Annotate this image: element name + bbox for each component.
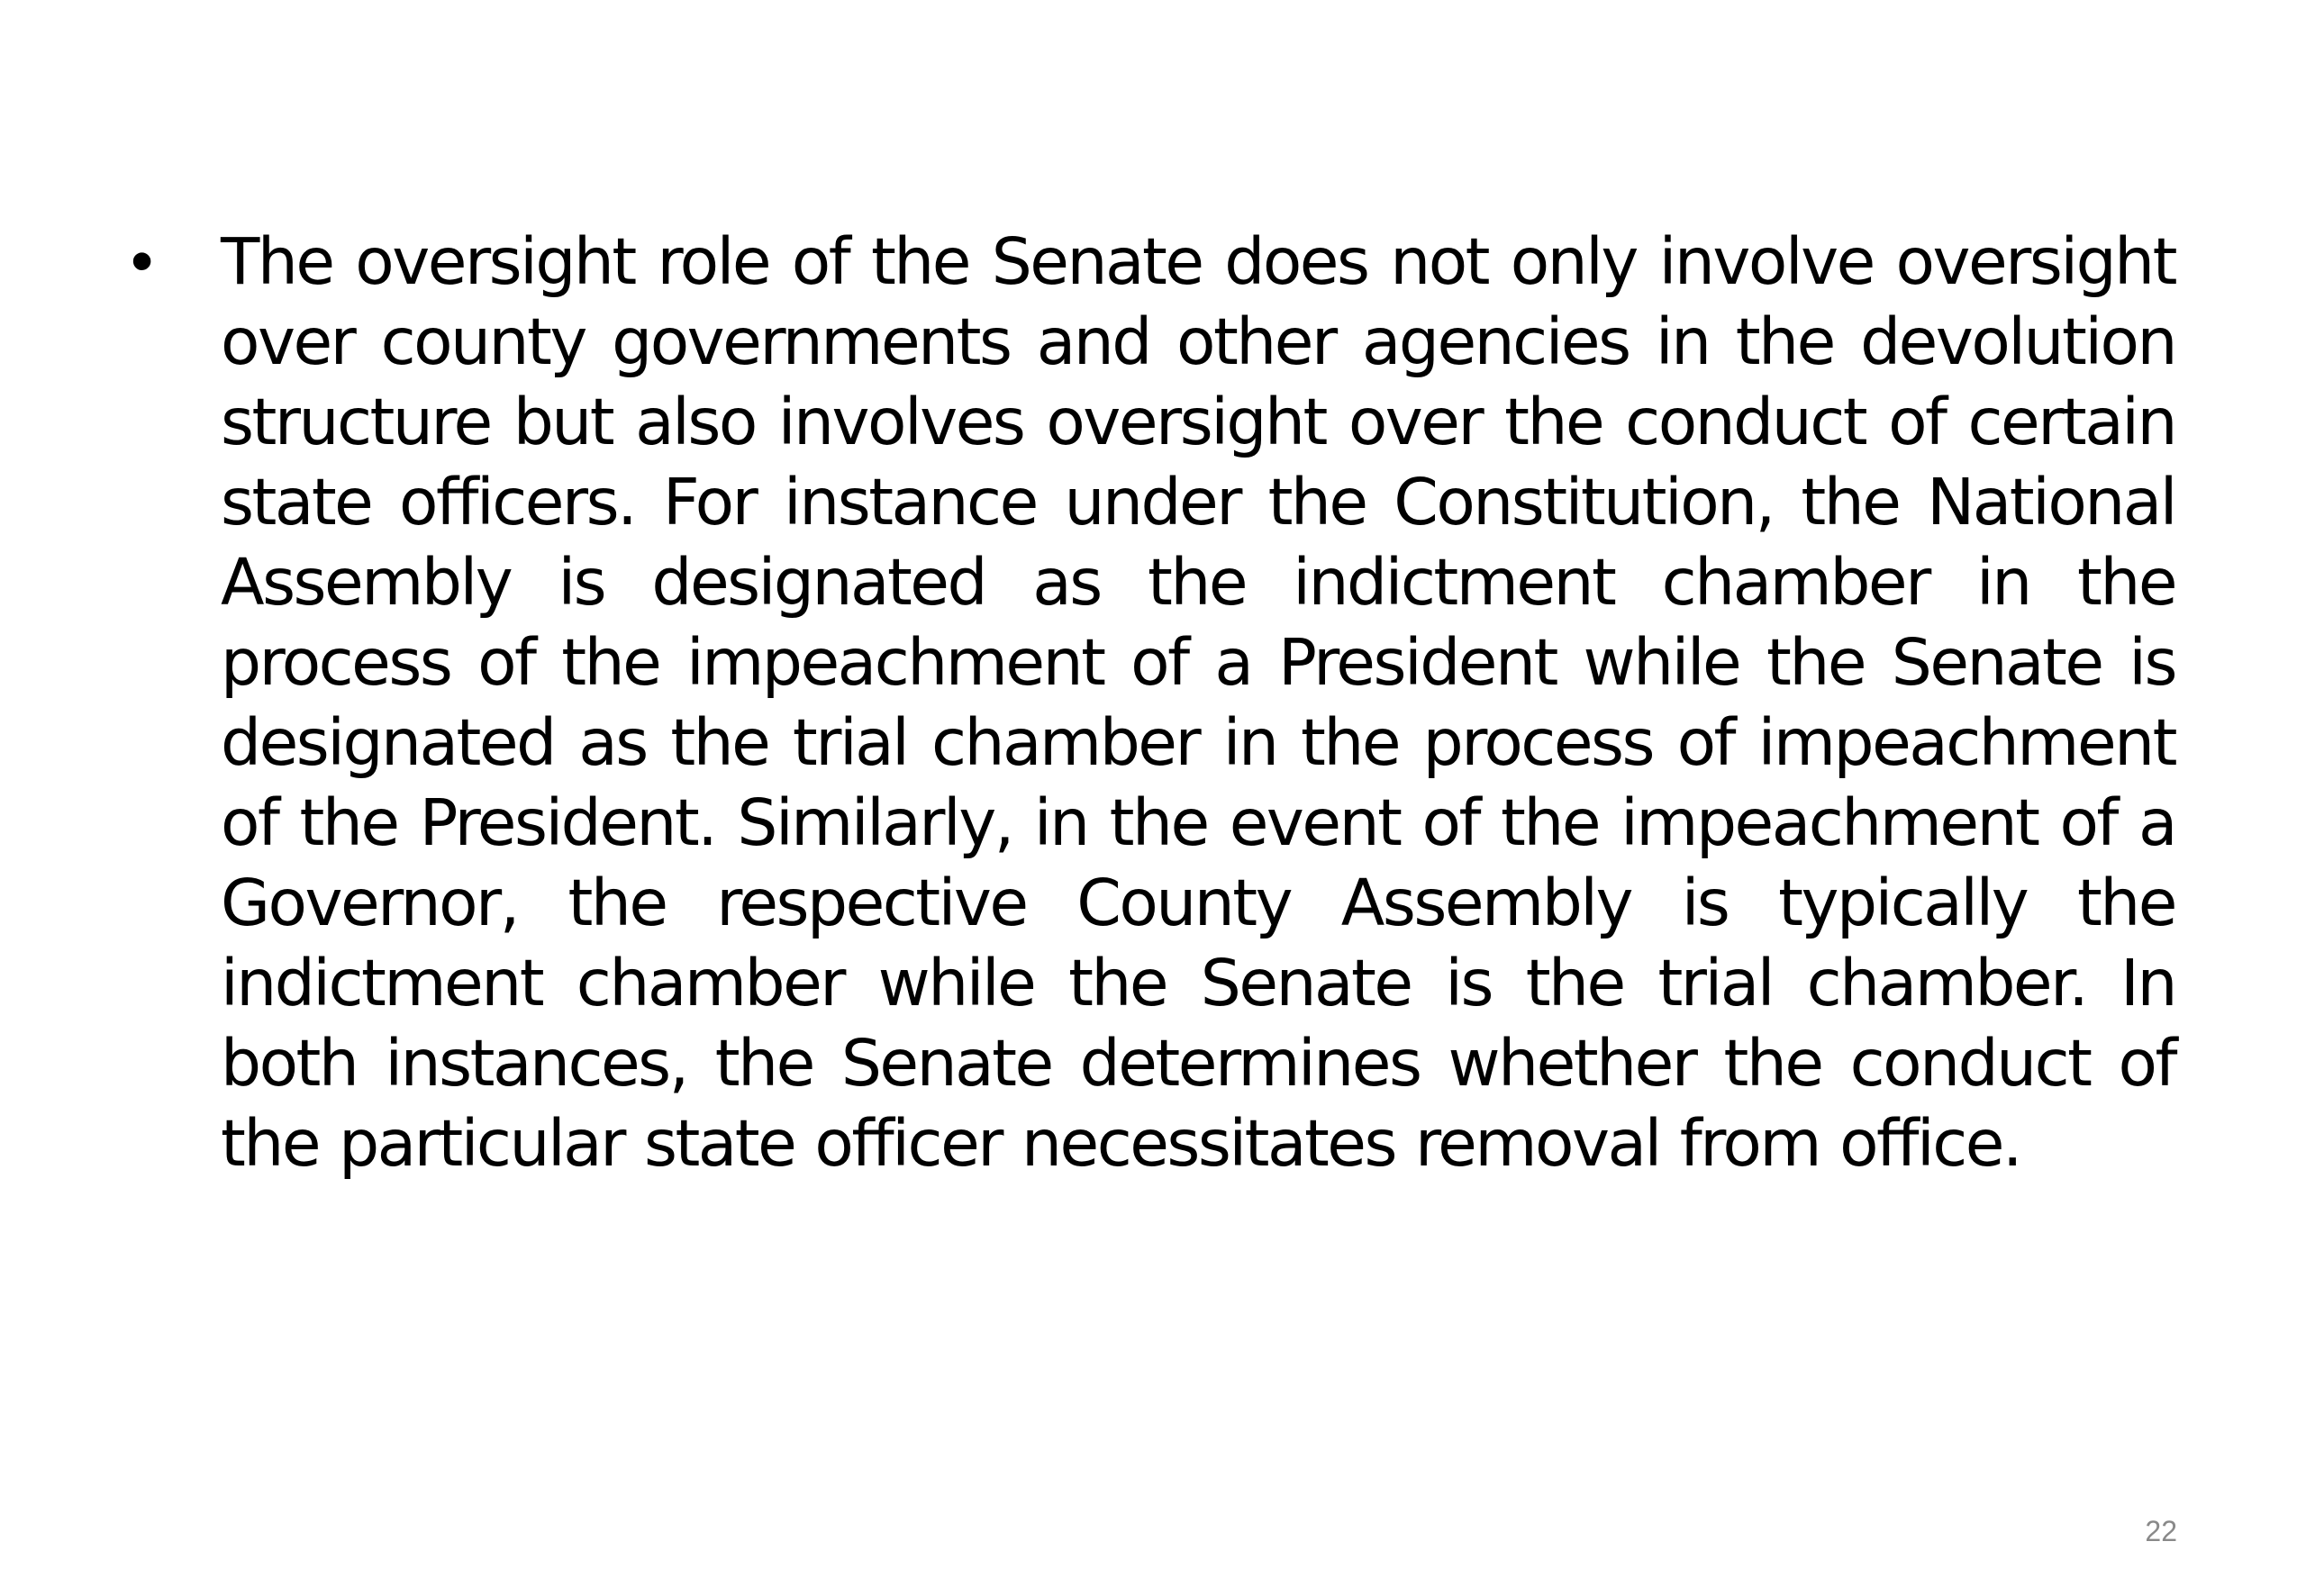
slide-number: 22 <box>2145 1515 2177 1547</box>
bullet-item <box>131 222 2175 1183</box>
bullet-text: The oversight role of the Senate does not only involve oversight over county governments and other agencies in the devolution structure but also involves oversight over the conduct of certain state officers. For instance under the Constitution, the National Assembly is designated as the indictment chamber in the process of the impeachment of a President while the Senate is designated as the trial chamber in the process of impeachment of the President. Similarly, in the event of the impeachment of a Governor, the respective County Assembly is typically the indictment chamber while the Senate is the trial chamber. In both instances, the Senate determines whether the conduct of the particular state officer necessitates removal from office. <box>221 224 2175 1181</box>
bullet-icon: • <box>131 225 154 297</box>
slide-body <box>131 222 2175 1183</box>
